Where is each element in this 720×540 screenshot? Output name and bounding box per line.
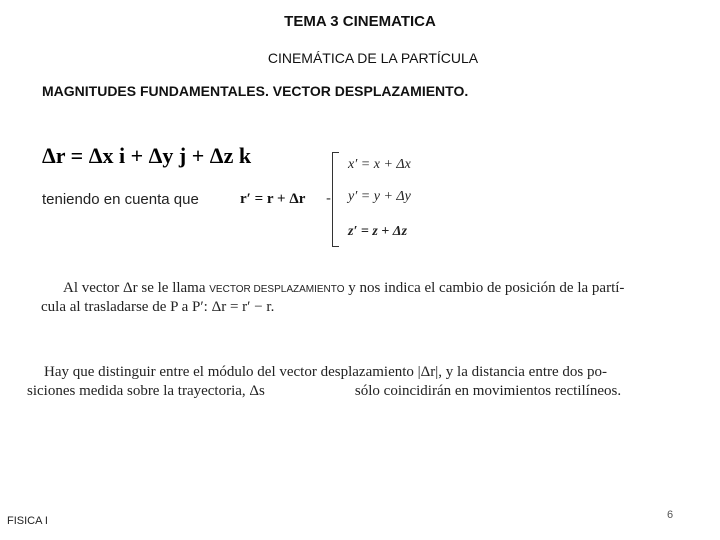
paragraph1-line1	[63, 280, 624, 297]
footer-course: FISICA I	[7, 515, 48, 527]
paragraph2-text-a: siciones medida sobre la trayectoria, Δs	[27, 383, 265, 399]
displacement-equation: Δr = Δx i + Δy j + Δz k	[42, 143, 252, 168]
system-equation-x: x′ = x + Δx	[348, 157, 411, 172]
section-heading: MAGNITUDES FUNDAMENTALES. VECTOR DESPLAZAMIENTO.	[42, 83, 469, 99]
slide-title: TEMA 3 CINEMATICA	[284, 13, 436, 30]
slide-subtitle: CINEMÁTICA DE LA PARTÍCULA	[267, 50, 479, 66]
r-prime-equation: r′ = r + Δr	[240, 191, 306, 207]
given-text: teniendo en cuenta que	[42, 191, 199, 208]
connector-dash: -	[326, 190, 331, 207]
paragraph1-text-b: y nos indica el cambio de posición de la partí-	[344, 280, 625, 296]
page-number: 6	[667, 509, 674, 521]
paragraph1-text-a: Al vector Δr se le llama	[63, 280, 210, 296]
paragraph1-term: VECTOR DESPLAZAMIENTO	[209, 284, 345, 295]
system-equation-y: y′ = y + Δy	[348, 189, 411, 204]
paragraph2-line1: Hay que distinguir entre el módulo del vector desplazamiento |Δr|, y la distancia entre dos po-	[44, 364, 607, 380]
system-brace	[332, 152, 339, 247]
paragraph2-line2	[27, 383, 621, 400]
system-equation-z: z′ = z + Δz	[348, 224, 408, 239]
paragraph1-line2: cula al trasladarse de P a P′: Δr = r′ − r.	[41, 299, 275, 315]
paragraph2-text-b: sólo coincidirán en movimientos rectilíneos.	[354, 383, 622, 399]
